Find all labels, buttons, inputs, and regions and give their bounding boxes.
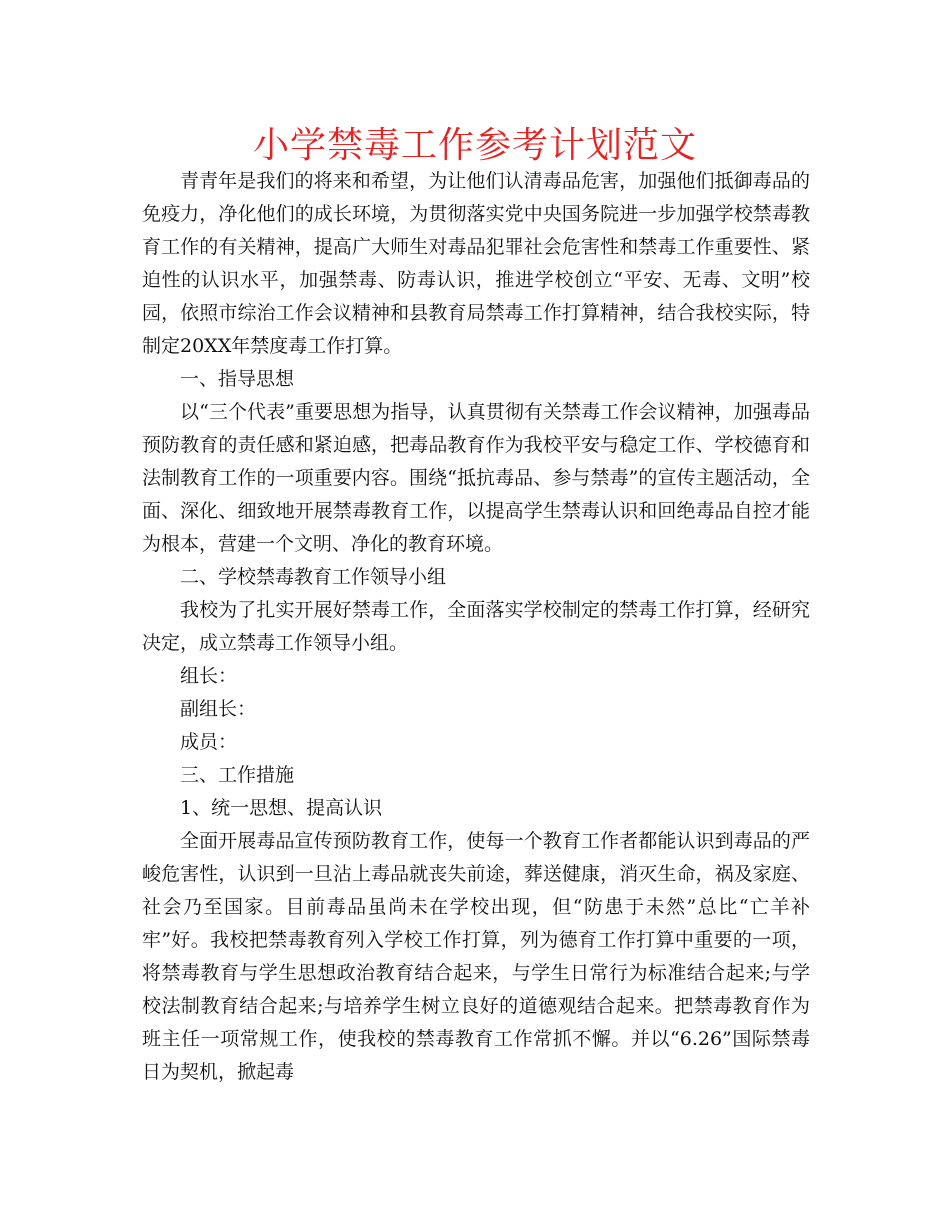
subsection-heading-unify-thinking: 1、统一思想、提高认识 — [180, 797, 383, 819]
leadership-group-paragraph: 我校为了扎实开展好禁毒工作，全面落实学校制定的禁毒工作打算，经研究决定，成立禁毒工作领导小组。 — [142, 599, 810, 654]
document-body — [142, 165, 810, 1089]
section-heading-guiding-thought: 一、指导思想 — [180, 368, 295, 390]
unify-thinking-paragraph: 全面开展毒品宣传预防教育工作，使每一个教育工作者都能认识到毒品的严峻危害性，认识到一旦沾上毒品就丧失前途，葬送健康，消灭生命，祸及家庭、社会乃至国家。目前毒品虽尚未在学校出现，但“防患于未然”总比“亡羊补牢”好。我校把禁毒教育列入学校工作打算，列为德育工作打算中重要的一项，将禁毒教育与学生思想政治教育结合起来，与学生日常行为标准结合起来;与学校法制教育结合起来;与培养学生树立良好的道德观结合起来。把禁毒教育作为班主任一项常规工作，使我校的禁毒教育工作常抓不懈。并以“6.26”国际禁毒日为契机，掀起毒 — [142, 830, 810, 1083]
guiding-thought-paragraph: 以“三个代表”重要思想为指导，认真贯彻有关禁毒工作会议精神，加强毒品预防教育的责任感和紧迫感，把毒品教育作为我校平安与稳定工作、学校德育和法制教育工作的一项重要内容。围绕“抵抗毒品、参与禁毒”的宣传主题活动，全面、深化、细致地开展禁毒教育工作，以提高学生禁毒认识和回绝毒品自控才能为根本，营建一个文明、净化的教育环境。 — [142, 401, 810, 555]
group-leader-line: 组长： — [180, 665, 238, 687]
intro-paragraph: 青青年是我们的将来和希望，为让他们认清毒品危害，加强他们抵御毒品的免疫力，净化他们的成长环境，为贯彻落实党中央国务院进一步加强学校禁毒教育工作的有关精神，提高广大师生对毒品犯罪社会危害性和禁毒工作重要性、紧迫性的认识水平，加强禁毒、防毒认识，推进学校创立“平安、无毒、文明”校园，依照市综治工作会议精神和县教育局禁毒工作打算精神，结合我校实际，特制定20XX年禁度毒工作打算。 — [142, 170, 810, 357]
document-title: 小学禁毒工作参考计划范文 — [252, 125, 697, 166]
section-heading-measures: 三、工作措施 — [180, 764, 295, 786]
section-heading-leadership-group: 二、学校禁毒教育工作领导小组 — [180, 566, 447, 588]
members-line: 成员： — [180, 731, 238, 753]
deputy-leader-line: 副组长： — [180, 698, 257, 720]
